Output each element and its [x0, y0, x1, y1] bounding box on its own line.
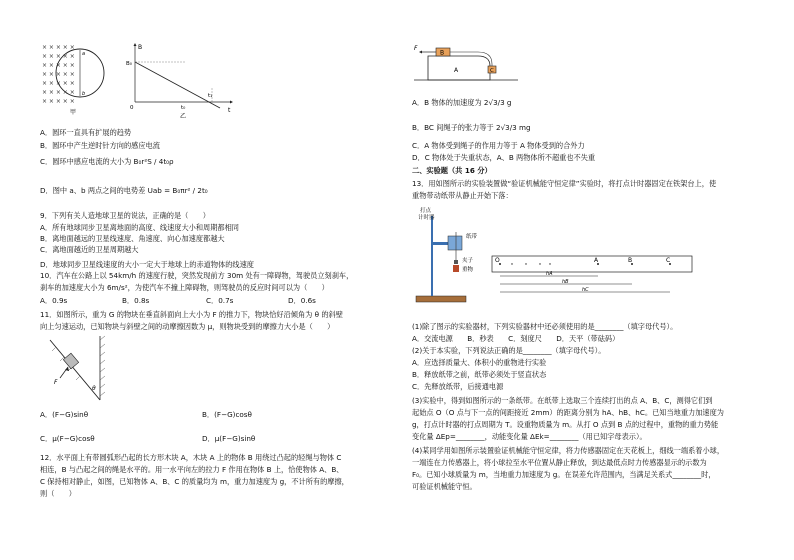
tape-point-b: B — [628, 257, 633, 264]
q13-part4-line-2: 一端连在力传感器上，将小球拉至水平位置从静止释放，到达最低点时力传感器显示的示数为 — [412, 458, 707, 467]
svg-text:× × × × ×: × × × × × — [42, 44, 75, 51]
q11-option-a: A．(F−G)sinθ — [40, 410, 89, 419]
figure-paper-tape — [490, 252, 700, 300]
q13-part1-stem: (1)除了图示的实验器材，下列实验器材中还必须使用的是________（填字母代号）。 — [412, 322, 678, 331]
blocks-fig-b: B — [440, 49, 445, 57]
svg-text:b: b — [82, 91, 86, 97]
svg-text:× × × × ×: × × × × × — [42, 53, 75, 60]
graph-origin: 0 — [130, 105, 134, 111]
apparatus-weight-label: 重物 — [462, 267, 474, 273]
tape-point-c: C — [666, 257, 671, 264]
q8-option-d: D．图中 a、b 两点之间的电势差 Uab = B₀πr² / 2t₀ — [40, 186, 208, 195]
apparatus-timer-label-2: 计时器 — [418, 215, 435, 221]
q13-part2-option-a: A．应选择质量大、体积小的重物进行实验 — [412, 358, 547, 367]
q13-part3-line-1: (3)实验中，得到如图所示的一条纸带。在纸带上选取三个连续打出的点 A、B、C，测得它们到 — [412, 396, 713, 405]
tape-h-c: hC — [582, 287, 589, 293]
figure-ring-and-graph — [40, 42, 250, 122]
graph-t1: t₁ — [208, 93, 213, 99]
figure-inclined-wall — [40, 334, 130, 402]
graph-axis-x: t — [228, 107, 231, 114]
q8-option-b: B．圆环中产生逆时针方向的感应电流 — [40, 141, 160, 150]
blocks-fig-force: F — [414, 45, 418, 52]
q12-option-b: B．BC 间绳子的张力等于 2√3/3 mg — [412, 123, 531, 132]
blocks-fig-a: A — [454, 67, 459, 74]
svg-text:× × × × ×: × × × × × — [42, 62, 75, 69]
q13-part2-option-c: C．先释放纸带，后接通电源 — [412, 382, 504, 391]
q13-part4-line-3: F₀。已知小球质量为 m，当地重力加速度为 g。在误差允许范围内，当满足关系式________时， — [412, 470, 716, 479]
tape-point-a: A — [594, 257, 599, 264]
graph-axis-y: B — [138, 44, 143, 51]
q13-part2-option-b: B．释放纸带之前，纸带必须处于竖直状态 — [412, 370, 547, 379]
q9-stem: 9．下列有关人造地球卫星的说法，正确的是（ ） — [40, 211, 210, 220]
figure-timer-apparatus — [412, 204, 492, 308]
q12-option-a: A．B 物体的加速度为 2√3/3 g — [412, 98, 512, 107]
graph-b0: B₀ — [126, 61, 132, 67]
q13-stem-2: 重物带动纸带从静止开始下落： — [412, 191, 513, 200]
q10-option-a: A．0.9s — [40, 296, 68, 305]
q10-option-d: D．0.6s — [288, 296, 316, 305]
q11-fig-force: F — [54, 379, 58, 386]
fig-label-jia: 甲 — [70, 109, 77, 116]
tape-point-o: O — [495, 257, 500, 264]
q12-option-c: C．A 物体受到绳子的作用力等于 A 物体受到的合外力 — [412, 141, 585, 150]
q13-part3-line-2: 起始点 O（O 点与下一点的间距接近 2mm）的距离分别为 hA、hB、hC。已知当地重力加速度为 — [412, 408, 724, 417]
svg-text:× × × × ×: × × × × × — [42, 89, 75, 96]
q10-stem-1: 10．汽车在公路上以 54km/h 的速度行驶，突然发现前方 30m 处有一障碍物，驾驶员立刻刹车， — [40, 271, 354, 280]
q9-option-d: D．地球同步卫星线速度的大小一定大于地球上的赤道物体的线速度 — [40, 260, 254, 269]
q11-option-b: B．(F−G)cosθ — [202, 410, 252, 419]
tape-h-a: hA — [546, 271, 553, 277]
q13-part4-line-4: 可验证机械能守恒。 — [412, 482, 477, 491]
q13-part3-line-4: 变化量 ΔEp=________，动能变化量 ΔEk=________（用已知字母表示）。 — [412, 432, 647, 441]
graph-t0: t₀ — [181, 105, 186, 111]
q13-part4-line-1: (4)某同学用如图所示装置验证机械能守恒定律，将力传感器固定在天花板上，细线一端系着小球， — [412, 446, 725, 455]
b-t-graph — [126, 43, 233, 120]
svg-text:× × × × ×: × × × × × — [42, 98, 75, 105]
magnetic-field-grid — [42, 44, 75, 105]
q12-stem-3: C 保持相对静止，如图，已知物体 A、B、C 的质量均为 m，重力加速度为 g，不计所有的摩擦， — [40, 477, 349, 486]
q10-option-b: B．0.8s — [122, 296, 150, 305]
q10-option-c: C．0.7s — [206, 296, 234, 305]
q9-option-a: A．所有地球同步卫星离地面的高度、线速度大小和周期都相同 — [40, 223, 239, 232]
q9-option-c: C．离地面越近的卫星周期越大 — [40, 245, 139, 254]
q13-stem-1: 13．用如图所示的实验装置做“验证机械能守恒定律”实验时，将打点计时器固定在铁架台上，使 — [412, 179, 717, 188]
apparatus-clip-label: 夹子 — [462, 258, 474, 264]
q12-stem-1: 12．水平面上有带圆弧形凸起的长方形木块 A，木块 A 上的物体 B 用绕过凸起的轻绳与物体 C — [40, 453, 342, 462]
svg-text:a: a — [82, 51, 86, 57]
q11-fig-theta: θ — [92, 385, 96, 392]
fig-label-yi: 乙 — [180, 113, 187, 120]
q10-stem-2: 刹车的加速度大小为 6m/s²，为使汽车不撞上障碍物，则驾驶员的反应时间可以为（ ） — [40, 283, 329, 292]
q13-part2-stem: (2)关于本实验，下列说法正确的是________（填字母代号）。 — [412, 346, 606, 355]
blocks-fig-c: C — [490, 68, 494, 74]
q11-option-c: C．μ(F−G)cosθ — [40, 434, 95, 443]
q12-option-d: D．C 物体处于失重状态，A、B 两物体所不超重也不失重 — [412, 153, 596, 162]
apparatus-tape-label: 纸带 — [466, 234, 478, 240]
apparatus-timer-label-1: 打点 — [420, 208, 432, 214]
q12-stem-2: 相连，B 与凸起之间的绳是水平的。用一水平向左的拉力 F 作用在物体 B 上，恰使物体 A、B、 — [40, 465, 344, 474]
figure-blocks-abc — [412, 42, 522, 88]
tape-h-b: hB — [562, 279, 569, 285]
svg-text:× × × × ×: × × × × × — [42, 71, 75, 78]
q11-option-d: D．μ(F−G)sinθ — [202, 434, 256, 443]
q8-option-c: C．圆环中感应电流的大小为 B₀r²S / 4t₀ρ — [40, 157, 174, 166]
q8-option-a: A．圆环一直具有扩展的趋势 — [40, 128, 132, 137]
q11-stem-1: 11．如图所示，重为 G 的物块在垂直斜面向上大小为 F 的推力下，物块恰好沿倾角为 θ 的斜壁 — [40, 310, 343, 319]
svg-text:× × × × ×: × × × × × — [42, 80, 75, 87]
q9-option-b: B．离地面越远的卫星线速度、角速度、向心加速度都越大 — [40, 234, 225, 243]
q13-part3-line-3: g，打点计时器的打点周期为 T。设重物质量为 m。从打 O 点到 B 点的过程中，重物的重力势能 — [412, 420, 719, 429]
q12-stem-4: 则（ ） — [40, 489, 76, 498]
q13-part1-options: A．交流电源 B．秒表 C．刻度尺 D．天平（带砝码） — [412, 334, 620, 343]
q11-stem-2: 向上匀速运动，已知物块与斜壁之间的动摩擦因数为 μ，则物块受到的摩擦力大小是（ ） — [40, 322, 335, 331]
section-experiment-title: 二、实验题（共 16 分） — [412, 166, 492, 175]
